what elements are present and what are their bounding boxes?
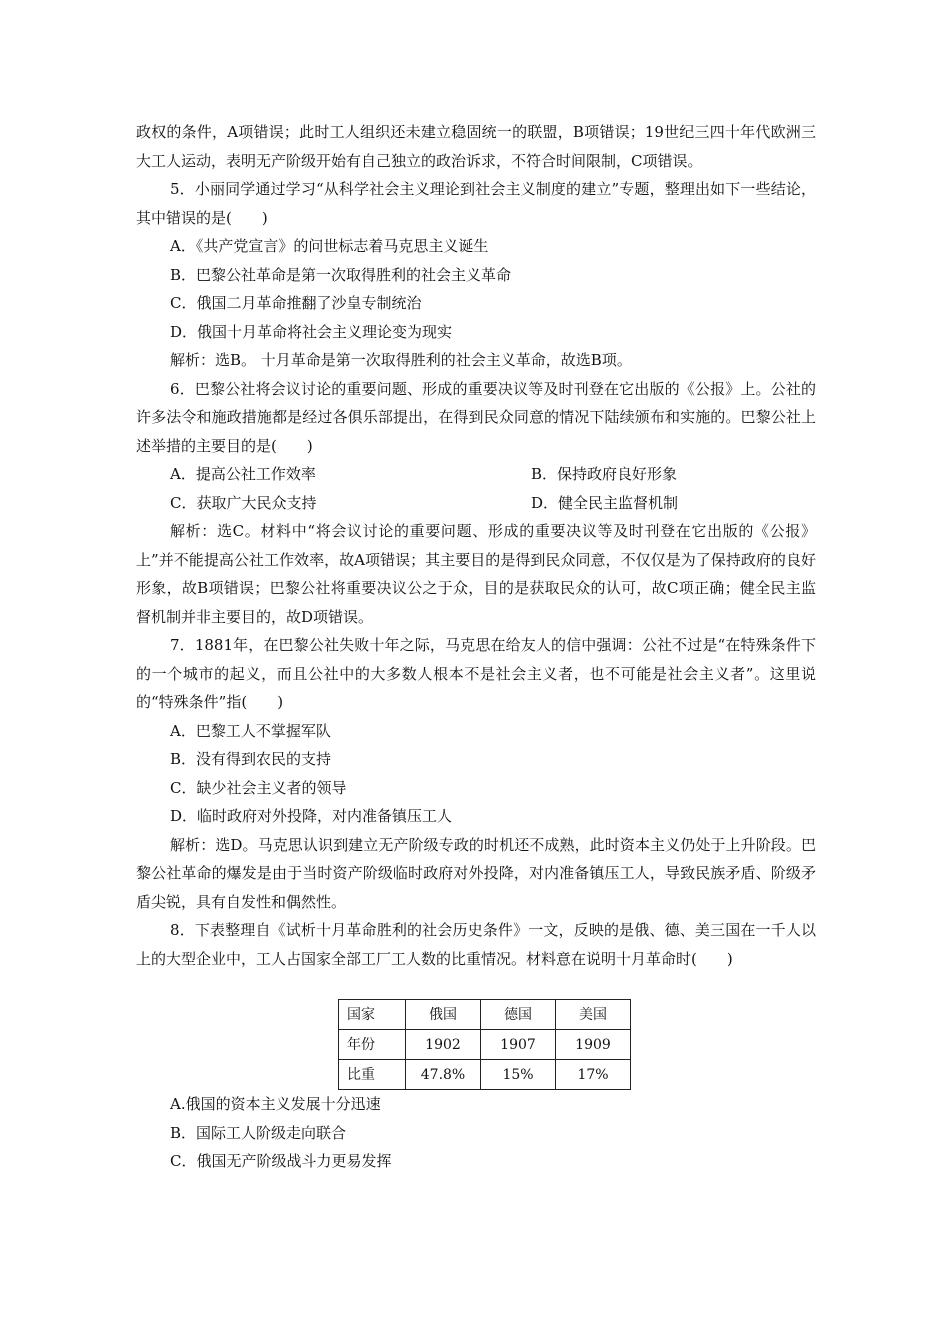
question-7-option-c: C．缺少社会主义者的领导 (170, 778, 347, 797)
table-cell: 国家 (339, 1000, 406, 1030)
table-cell: 1902 (406, 1030, 481, 1060)
question-6-options-row-1 (136, 460, 816, 489)
table-cell: 15% (481, 1060, 556, 1090)
question-8-option-a: A.俄国的资本主义发展十分迅速 (170, 1095, 381, 1113)
question-5-stem: 5．小丽同学通过学习“从科学社会主义理论到社会主义制度的建立”专题，整理出如下一些结论，其中错误的是( ) (136, 180, 816, 227)
table-row (339, 1000, 631, 1030)
question-6-option-a: A．提高公社工作效率 (170, 465, 316, 483)
question-7-option-d: D．临时政府对外投降，对内准备镇压工人 (170, 807, 453, 825)
question-8-option-c: C．俄国无产阶级战斗力更易发挥 (170, 1152, 392, 1170)
table-cell: 1907 (481, 1030, 556, 1060)
question-7 (136, 631, 816, 916)
question-6-analysis: 解析：选C。材料中“将会议讨论的重要问题、形成的重要决议等及时刊登在它出版的《公报》上”并不能提高公社工作效率，故A项错误；其主要目的是得到民众同意，不仅仅是为了保持政府的良好形象，故B项错误；巴黎公社将重要决议公之于众，目的是获取民众的认可，故C项正确；健全民主监督机制并非主要目的，故D项错误。 (136, 522, 816, 626)
question-5-analysis: 解析：选B。 十月革命是第一次取得胜利的社会主义革命，故选B项。 (170, 351, 632, 369)
question-6-option-c: C．获取广大民众支持 (170, 493, 317, 512)
worker-share-table-wrapper (338, 999, 816, 1090)
table-cell: 比重 (339, 1060, 406, 1090)
table-cell: 年份 (339, 1030, 406, 1060)
table-cell: 47.8% (406, 1060, 481, 1090)
continued-analysis: 政权的条件，A项错误；此时工人组织还未建立稳固统一的联盟，B项错误；19世纪三四十年代欧洲三大工人运动，表明无产阶级开始有自己独立的政治诉求，不符合时间限制，C项错误。 (136, 123, 816, 170)
question-7-option-b: B．没有得到农民的支持 (170, 750, 332, 768)
table-cell: 1909 (556, 1030, 631, 1060)
question-8-option-b: B．国际工人阶级走向联合 (170, 1123, 347, 1142)
question-6-options-row-2 (136, 489, 816, 518)
table-cell: 17% (556, 1060, 631, 1090)
question-5 (136, 175, 816, 375)
question-8-stem: 8．下表整理自《试析十月革命胜利的社会历史条件》一文，反映的是俄、德、美三国在一千人以上的大型企业中，工人占国家全部工厂工人数的比重情况。材料意在说明十月革命时( ) (136, 921, 816, 968)
question-5-option-c: C．俄国二月革命推翻了沙皇专制统治 (170, 294, 422, 312)
question-7-stem: 7．1881年，在巴黎公社失败十年之际，马克思在给友人的信中强调：公社不过是“在特殊条件下的一个城市的起义，而且公社中的大多数人根本不是社会主义者，也不可能是社会主义者”。这里说的“特殊条件”指( ) (136, 636, 816, 711)
question-6-option-d: D．健全民主监督机制 (531, 493, 679, 512)
table-cell: 美国 (556, 1000, 631, 1030)
document-page (136, 118, 816, 1176)
table-row (339, 1060, 631, 1090)
table-row (339, 1030, 631, 1060)
table-cell: 俄国 (406, 1000, 481, 1030)
question-6-stem: 6．巴黎公社将会议讨论的重要问题、形成的重要决议等及时刊登在它出版的《公报》上。公社的许多法令和施政措施都是经过各俱乐部提出，在得到民众同意的情况下陆续颁布和实施的。巴黎公社上述举措的主要目的是( ) (136, 379, 816, 455)
table-cell: 德国 (481, 1000, 556, 1030)
question-8 (136, 916, 816, 1176)
question-6 (136, 375, 816, 632)
question-7-analysis: 解析：选D。马克思认识到建立无产阶级专政的时机还不成熟，此时资本主义仍处于上升阶段。巴黎公社革命的爆发是由于当时资产阶级临时政府对外投降，对内准备镇压工人，导致民族矛盾、阶级矛盾尖锐，具有自发性和偶然性。 (136, 835, 816, 911)
question-5-option-d: D．俄国十月革命将社会主义理论变为现实 (170, 322, 453, 341)
question-7-option-a: A．巴黎工人不掌握军队 (170, 721, 331, 740)
question-6-option-b: B．保持政府良好形象 (531, 465, 678, 483)
worker-share-table (338, 999, 631, 1090)
question-5-option-b: B．巴黎公社革命是第一次取得胜利的社会主义革命 (170, 265, 512, 284)
question-5-option-a: A．《共产党宣言》的问世标志着马克思主义诞生 (170, 237, 489, 255)
